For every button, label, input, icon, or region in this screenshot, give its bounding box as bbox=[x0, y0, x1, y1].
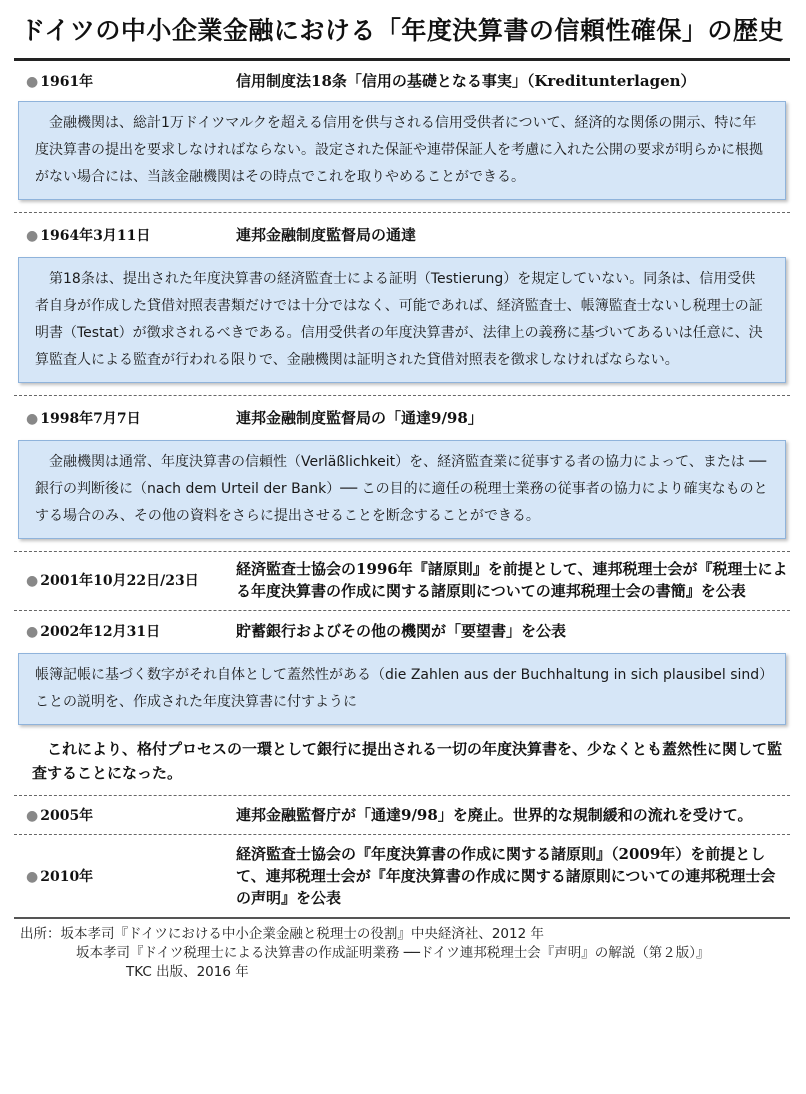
section-2005 bbox=[14, 804, 790, 826]
source-label: 出所： bbox=[20, 926, 61, 942]
section-date: ● 2002年12月31日 bbox=[26, 624, 161, 640]
section-date: ● 1998年7月7日 bbox=[26, 411, 141, 427]
section-heading: 信用制度法18条「信用の基礎となる事実」（Kreditunterlagen） bbox=[236, 72, 696, 90]
divider bbox=[14, 795, 790, 796]
bullet-icon: ● bbox=[26, 74, 39, 90]
document-page bbox=[14, 8, 790, 1082]
bullet-icon: ● bbox=[26, 869, 39, 885]
section-header bbox=[14, 223, 790, 247]
bullet-icon: ● bbox=[26, 808, 39, 824]
source-line-2: 坂本孝司『ドイツ税理士による決算書の作成証明業務 ──ドイツ連邦税理士会『声明』の解説（第２版）』 bbox=[76, 945, 710, 961]
section-2001 bbox=[14, 558, 790, 602]
section-header bbox=[14, 619, 790, 643]
bullet-icon: ● bbox=[26, 573, 39, 589]
section-1998 bbox=[14, 406, 790, 539]
section-heading: 連邦金融制度監督局の「通達9/98」 bbox=[236, 409, 483, 427]
divider bbox=[14, 834, 790, 835]
section-body: 金融機関は、総計1万ドイツマルクを超える信用を供与される信用受供者について、経済的な関係の開示、特に年度決算書の提出を要求しなければならない。設定された保証や連帯保証人を考慮に入れた公開の要求が明らかに根拠がない場合には、当該金融機関はその時点でこれを取りやめることができる。 bbox=[35, 115, 763, 185]
section-header bbox=[14, 804, 790, 826]
divider bbox=[14, 610, 790, 611]
divider bbox=[14, 212, 790, 213]
section-body-box bbox=[18, 653, 786, 725]
source-line-3: TKC 出版、2016 年 bbox=[126, 964, 249, 980]
section-body: 帳簿記帳に基づく数字がそれ自体として蓋然性がある（die Zahlen aus der Buchhaltung in sich plausibel sind）ことの説明を、作成された年度決算書に付すように bbox=[35, 667, 767, 710]
section-heading: 貯蓄銀行およびその他の機関が「要望書」を公表 bbox=[236, 622, 567, 640]
page-title: ドイツの中小企業金融における「年度決算書の信頼性確保」の歴史 bbox=[20, 16, 784, 45]
section-heading: 連邦金融制度監督局の通達 bbox=[236, 226, 417, 244]
section-body-box bbox=[18, 101, 786, 200]
summary-note: これにより、格付プロセスの一環として銀行に提出される一切の年度決算書を、少なくとも蓋然性に関して監査することになった。 bbox=[32, 740, 783, 782]
section-body-box bbox=[18, 257, 786, 383]
section-heading: 連邦金融監督庁が「通達9/98」を廃止。世界的な規制緩和の流れを受けて。 bbox=[236, 806, 753, 824]
section-date: ● 1961年 bbox=[26, 74, 94, 90]
section-1961 bbox=[14, 69, 790, 200]
source-line-1: 坂本孝司『ドイツにおける中小企業金融と税理士の役割』中央経済社、2012 年 bbox=[60, 926, 544, 942]
section-date: ● 2001年10月22日/23日 bbox=[26, 573, 199, 589]
section-heading: 経済監査士協会の『年度決算書の作成に関する諸原則』（2009年）を前提として、連邦税理士会が『年度決算書の作成に関する諸原則についての連邦税理士会の声明』を公表 bbox=[236, 845, 776, 907]
section-header bbox=[14, 406, 790, 430]
section-body-box bbox=[18, 440, 786, 539]
title-rule bbox=[14, 58, 790, 61]
section-header bbox=[14, 843, 790, 909]
section-body: 金融機関は通常、年度決算書の信頼性（Verläßlichkeit）を、経済監査業に従事する者の協力によって、または ──銀行の判断後に（nach dem Urteil der Bank）── この目的に適任の税理士業務の従事者の協力により確実なものとする場合のみ、その他の資料をさらに提出させることを断念することができる。 bbox=[35, 454, 768, 524]
section-2010 bbox=[14, 843, 790, 909]
section-body: 第18条は、提出された年度決算書の経済監査士による証明（Testierung）を規定していない。同条は、信用受供者自身が作成した貸借対照表書類だけでは十分ではなく、可能であれば、経済監査士、帳簿監査士ないし税理士の証明書（Testat）が徴求されるべきである。信用受供者の年度決算書が、法律上の義務に基づいてあるいは任意に、決算監査人による監査が行われる限りで、金融機関は証明された貸借対照表を徴求しなければならない。 bbox=[35, 271, 763, 368]
section-date: ● 2010年 bbox=[26, 869, 94, 885]
section-header bbox=[14, 69, 790, 93]
divider bbox=[14, 395, 790, 396]
section-2002 bbox=[14, 619, 790, 725]
section-header bbox=[14, 558, 790, 602]
section-heading: 経済監査士協会の1996年『諸原則』を前提として、連邦税理士会が『税理士による年度決算書の作成に関する諸原則についての連邦税理士会の書簡』を公表 bbox=[236, 560, 788, 600]
bullet-icon: ● bbox=[26, 228, 39, 244]
bullet-icon: ● bbox=[26, 411, 39, 427]
section-date: ● 2005年 bbox=[26, 808, 94, 824]
source-citation bbox=[14, 919, 790, 982]
bullet-icon: ● bbox=[26, 624, 39, 640]
divider bbox=[14, 551, 790, 552]
section-date: ● 1964年3月11日 bbox=[26, 228, 151, 244]
section-1964 bbox=[14, 223, 790, 383]
